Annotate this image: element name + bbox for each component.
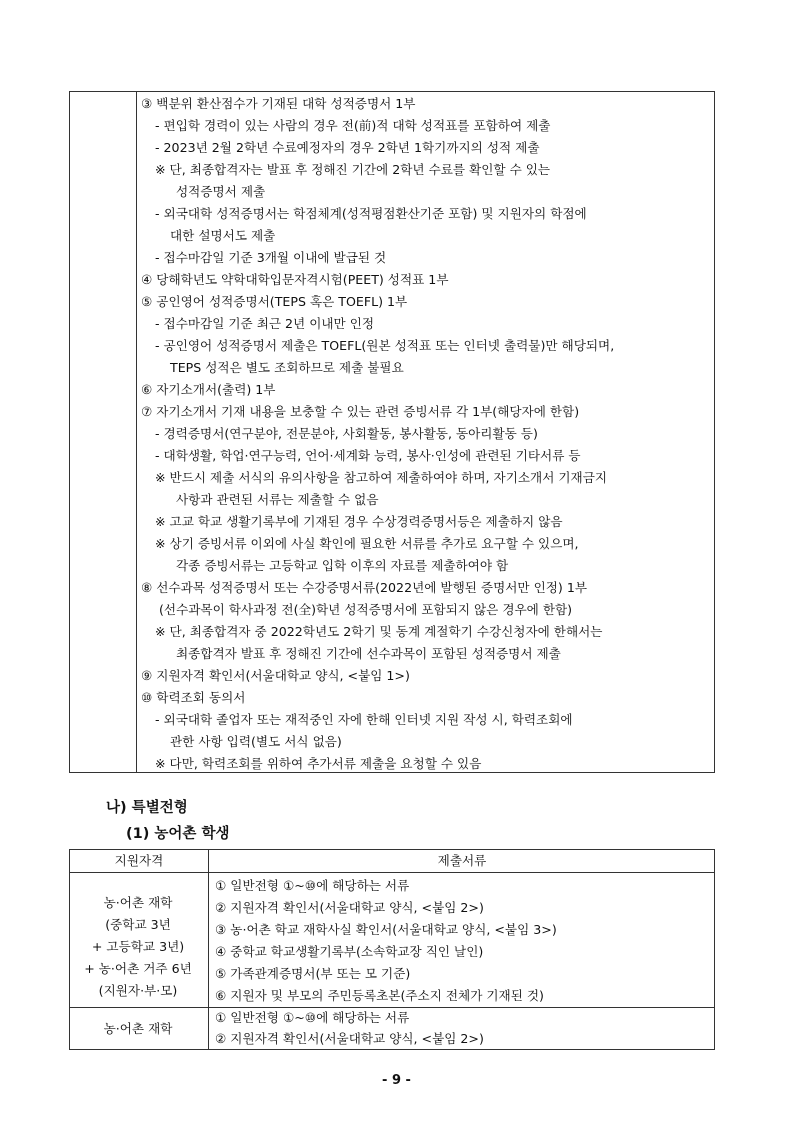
note-item: ※ 고교 학교 생활기록부에 기재된 경우 수상경력증명서등은 제출하지 않음: [155, 514, 563, 529]
column-divider: [208, 850, 209, 1049]
note-item: ※ 단, 최종합격자 중 2022학년도 2학기 및 동계 계절학기 수강신청자에 한해서는: [155, 624, 603, 639]
list-subitem: - 외국대학 졸업자 또는 재적중인 자에 한해 인터넷 지원 작성 시, 학력조회에: [155, 712, 573, 727]
list-subitem: - 경력증명서(연구분야, 전문분야, 사회활동, 봉사활동, 동아리활동 등): [155, 426, 538, 441]
note-item: ※ 단, 최종합격자는 발표 후 정해진 기간에 2학년 수료를 확인할 수 있는: [155, 162, 551, 177]
column-divider: [136, 92, 137, 772]
list-subitem-continuation: TEPS 성적은 별도 조회하므로 제출 불필요: [170, 360, 404, 375]
qualification-line: 농·어촌 재학: [103, 1021, 173, 1036]
note-continuation: 성적증명서 제출: [176, 184, 266, 199]
header-qualification: 지원자격: [114, 853, 164, 868]
note-item: ※ 다만, 학력조회를 위하여 추가서류 제출을 요청할 수 있음: [155, 756, 482, 771]
subsection-title: (1) 농어촌 학생: [126, 826, 230, 842]
list-item-4: ④ 당해학년도 약학대학입문자격시험(PEET) 성적표 1부: [141, 272, 449, 287]
document-item: ③ 농·어촌 학교 재학사실 확인서(서울대학교 양식, <붙임 3>): [215, 922, 557, 937]
note-item: ※ 반드시 제출 서식의 유의사항을 참고하여 제출하여야 하며, 자기소개서 기재금지: [155, 470, 608, 485]
note-continuation: 사항과 관련된 서류는 제출할 수 없음: [176, 492, 379, 507]
document-item: ② 지원자격 확인서(서울대학교 양식, <붙임 2>): [215, 900, 484, 915]
list-item-continuation: (선수과목이 학사과정 전(全)학년 성적증명서에 포함되지 않은 경우에 한함): [159, 602, 573, 617]
document-item: ⑥ 지원자 및 부모의 주민등록초본(주소지 전체가 기재된 것): [215, 988, 544, 1003]
list-item-8: ⑧ 선수과목 성적증명서 또는 수강증명서류(2022년에 발행된 증명서만 인정) 1부: [141, 580, 588, 595]
list-item-10: ⑩ 학력조회 동의서: [141, 690, 246, 705]
section-title: 나) 특별전형: [106, 800, 188, 816]
note-item: ※ 상기 증빙서류 이외에 사실 확인에 필요한 서류를 추가로 요구할 수 있으며,: [155, 536, 579, 551]
document-item: ⑤ 가족관계증명서(부 또는 모 기준): [215, 966, 411, 981]
document-item: ① 일반전형 ①~⑩에 해당하는 서류: [215, 878, 410, 893]
list-subitem: - 편입학 경력이 있는 사람의 경우 전(前)적 대학 성적표를 포함하여 제출: [155, 118, 551, 133]
list-subitem-continuation: 관한 사항 입력(별도 서식 없음): [170, 734, 342, 749]
row-divider: [70, 1007, 714, 1008]
qualification-line: (중학교 3년: [105, 917, 171, 932]
document-item: ② 지원자격 확인서(서울대학교 양식, <붙임 2>): [215, 1031, 484, 1046]
list-item-9: ⑨ 지원자격 확인서(서울대학교 양식, <붙임 1>): [141, 668, 410, 683]
list-subitem: - 공인영어 성적증명서 제출은 TOEFL(원본 성적표 또는 인터넷 출력물)만 해당되며,: [155, 338, 615, 353]
list-subitem: - 대학생활, 학업·연구능력, 언어·세계화 능력, 봉사·인성에 관련된 기타서류 등: [155, 448, 581, 463]
list-subitem: - 접수마감일 기준 3개월 이내에 발급된 것: [155, 250, 387, 265]
list-subitem: - 2023년 2월 2학년 수료예정자의 경우 2학년 1학기까지의 성적 제출: [155, 140, 540, 155]
list-subitem: - 외국대학 성적증명서는 학점체계(성적평점환산기준 포함) 및 지원자의 학점에: [155, 206, 587, 221]
list-item-6: ⑥ 자기소개서(출력) 1부: [141, 382, 276, 397]
document-item: ④ 중학교 학교생활기록부(소속학교장 직인 날인): [215, 944, 484, 959]
page-number: - 9 -: [382, 1073, 411, 1088]
note-continuation: 최종합격자 발표 후 정해진 기간에 선수과목이 포함된 성적증명서 제출: [176, 646, 561, 661]
note-continuation: 각종 증빙서류는 고등학교 입학 이후의 자료를 제출하여야 함: [176, 558, 509, 573]
qualification-line: (지원자·부·모): [98, 983, 178, 998]
list-item-3: ③ 백분위 환산점수가 기재된 대학 성적증명서 1부: [141, 96, 416, 111]
qualification-line: 농·어촌 재학: [103, 895, 173, 910]
qualification-line: + 고등학교 3년): [91, 939, 185, 954]
qualification-line: + 농·어촌 거주 6년: [84, 961, 192, 976]
list-subitem: - 접수마감일 기준 최근 2년 이내만 인정: [155, 316, 375, 331]
list-subitem-continuation: 대한 설명서도 제출: [170, 228, 276, 243]
header-documents: 제출서류: [437, 853, 487, 868]
list-item-5: ⑤ 공인영어 성적증명서(TEPS 혹은 TOEFL) 1부: [141, 294, 408, 309]
document-item: ① 일반전형 ①~⑩에 해당하는 서류: [215, 1010, 410, 1025]
list-item-7: ⑦ 자기소개서 기재 내용을 보충할 수 있는 관련 증빙서류 각 1부(해당자에 한함): [141, 404, 580, 419]
